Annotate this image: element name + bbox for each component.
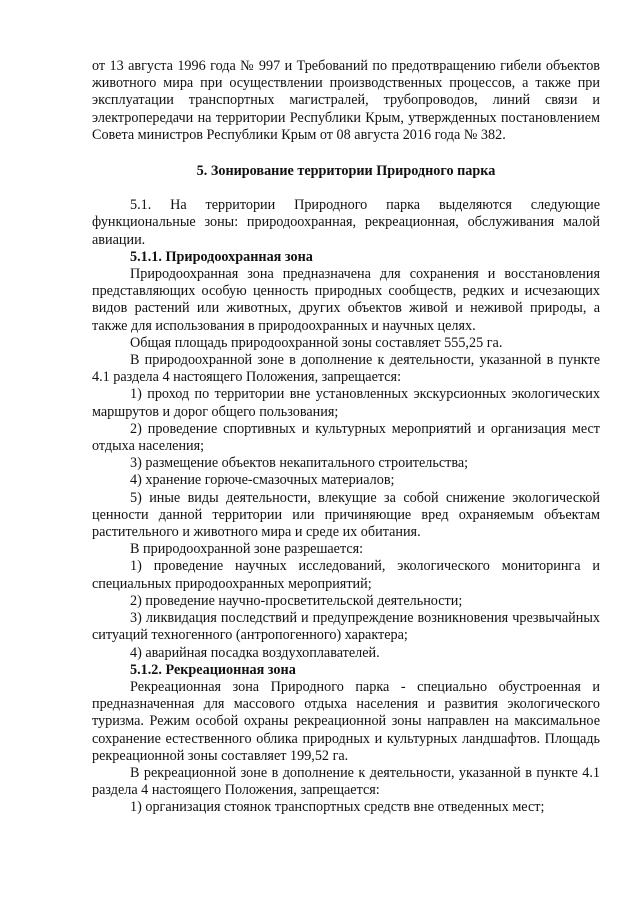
zone1-allowed-item: 4) аварийная посадка воздухоплавателей. [130,644,380,661]
zone1-allowed-item: 2) проведение научно-просветительской деятельности; [130,592,463,609]
zone1-title: 5.1.1. Природоохранная зона [130,248,313,265]
zone1-prohibited-item: 3) размещение объектов некапитального строительства; [130,455,469,472]
zone2-prohibited-intro: В рекреационной зоне в дополнение к деятельности, указанной в пункте 4.1 раздела 4 настоящего Положения, запрещается: [92,764,600,799]
zone1-allowed-intro: В природоохранной зоне разрешается: [130,541,364,558]
zone2-prohibited-item: 1) организация стоянок транспортных средств вне отведенных мест; [130,799,545,816]
zone2-title: 5.1.2. Рекреационная зона [130,661,296,678]
zone1-area: Общая площадь природоохранной зоны составляет 555,25 га. [130,334,503,351]
zone1-prohibited-item: 5) иные виды деятельности, влекущие за собой снижение экологической ценности данной территории или причиняющие вред охраняемым объектам растительного и животного мира и среде их обитания. [92,489,600,541]
intro-paragraph: от 13 августа 1996 года № 997 и Требований по предотвращению гибели объектов животного мира при осуществлении производственных процессов, а также при эксплуатации транспортных магистралей, трубопроводов, линий связи и электропередачи на территории Республики Крым, утвержденных постановлением Совета министров Республики Крым от 08 августа 2016 года № 382. [92,58,600,143]
zone2-description: Рекреационная зона Природного парка - специально обустроенная и предназначенная для массового отдыха населения и развития экологического туризма. Режим особой охраны рекреационной зоны направлен на максимальное сохранение естественного облика природных и культурных ландшафтов. Площадь рекреационной зоны составляет 199,52 га. [92,678,600,764]
zone1-description: Природоохранная зона предназначена для сохранения и восстановления представляющих особую ценность природных сообществ, редких и исчезающих видов растений или животных, других объектов живой и неживой природы, а также для использования в природоохранных и научных целях. [92,266,600,334]
zone1-prohibited-item: 2) проведение спортивных и культурных мероприятий и организация мест отдыха населения; [92,420,600,455]
zone1-prohibited-item: 4) хранение горюче-смазочных материалов; [130,472,395,489]
zone1-allowed-item: 1) проведение научных исследований, экологического мониторинга и специальных природоохранных мероприятий; [92,558,600,592]
section-title: 5. Зонирование территории Природного парка [196,163,496,180]
zone1-prohibited-item: 1) проход по территории вне установленных экскурсионных экологических маршрутов и дорог общего пользования; [92,386,600,420]
zone1-prohibited-intro: В природоохранной зоне в дополнение к деятельности, указанной в пункте 4.1 раздела 4 настоящего Положения, запрещается: [92,352,600,386]
paragraph-5-1: 5.1. На территории Природного парка выделяются следующие функциональные зоны: природоохранная, рекреационная, обслуживания малой авиации. [92,197,600,248]
zone1-allowed-item: 3) ликвидация последствий и предупреждение возникновения чрезвычайных ситуаций техногенного (антропогенного) характера; [92,610,600,644]
